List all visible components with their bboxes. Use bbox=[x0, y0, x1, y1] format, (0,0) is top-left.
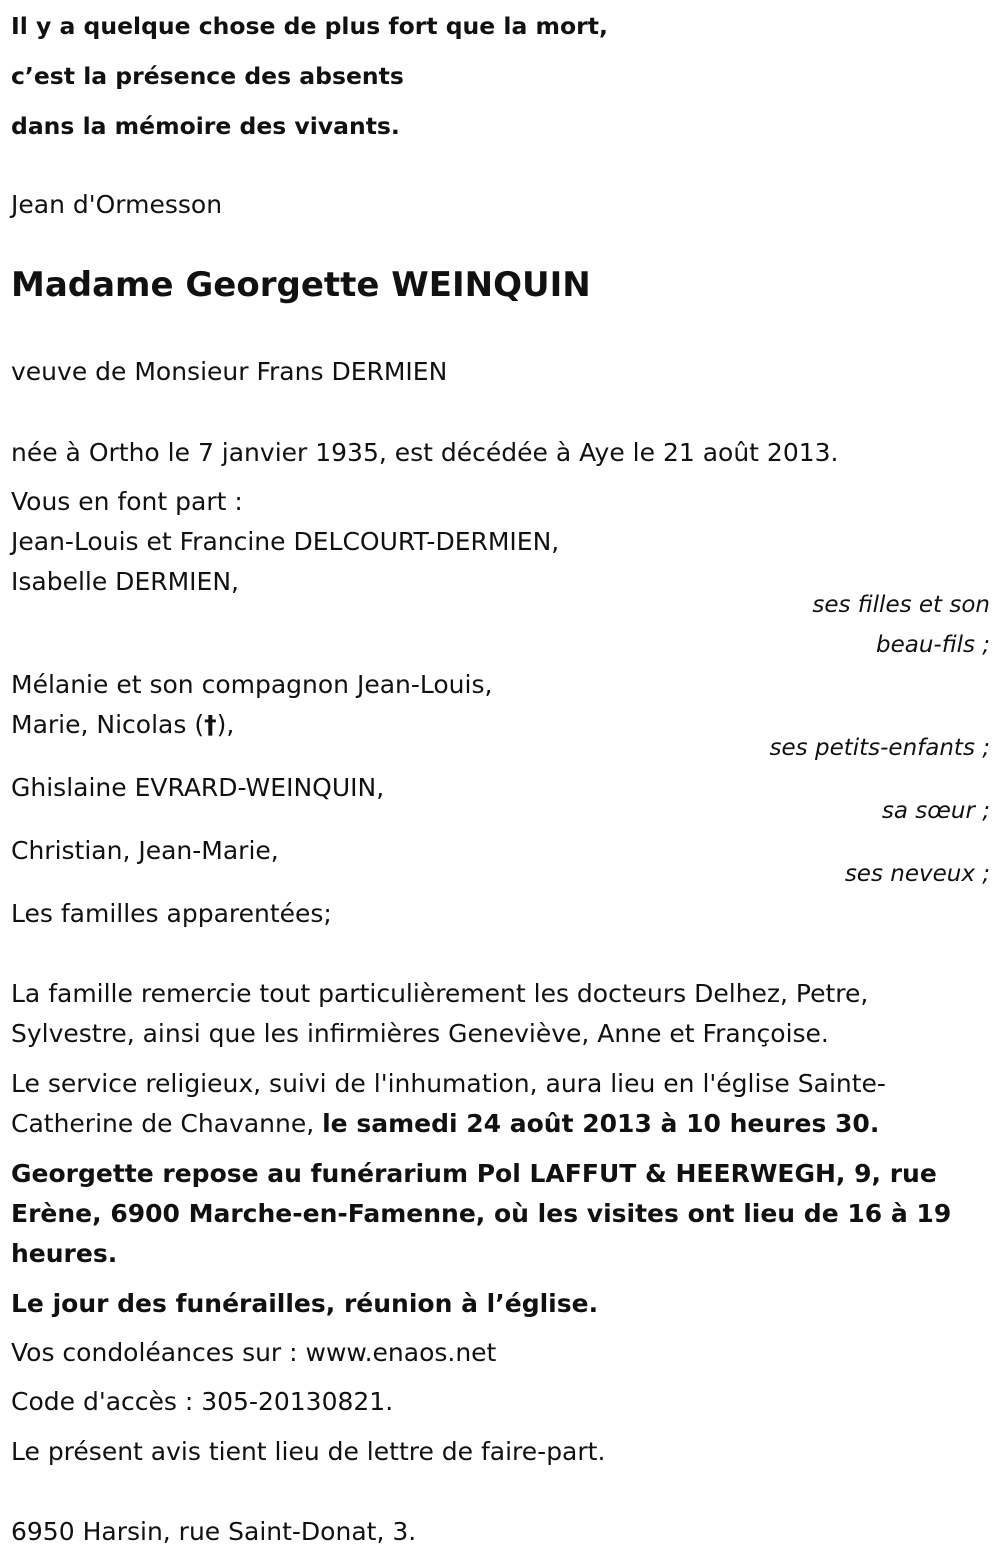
thanks-line-2: Sylvestre, ainsi que les infirmières Geneviève, Anne et Françoise. bbox=[11, 1019, 829, 1048]
quote-line-1: Il y a quelque chose de plus fort que la mort, bbox=[11, 12, 608, 40]
quote-line-3: dans la mémoire des vivants. bbox=[11, 112, 400, 140]
announcer-name-with-cross: Marie, Nicolas (†), bbox=[11, 710, 235, 739]
thanks-line-1: La famille remercie tout particulièrement les docteurs Delhez, Petre, bbox=[11, 979, 869, 1008]
service-line-1: Le service religieux, suivi de l'inhumation, aura lieu en l'église Sainte- bbox=[11, 1069, 886, 1098]
announcer-name: Ghislaine EVRARD-WEINQUIN, bbox=[11, 773, 385, 802]
deceased-name: Madame Georgette WEINQUIN bbox=[11, 265, 591, 305]
meeting-note: Le jour des funérailles, réunion à l’église. bbox=[11, 1289, 599, 1318]
announcer-name: Mélanie et son compagnon Jean-Louis, bbox=[11, 670, 493, 699]
service-date: le samedi 24 août 2013 à 10 heures 30. bbox=[322, 1109, 880, 1138]
announcer-name: Christian, Jean-Marie, bbox=[11, 836, 279, 865]
service-line-2: Catherine de Chavanne, le samedi 24 août 2013 à 10 heures 30. bbox=[11, 1109, 880, 1138]
relation-label: ses filles et son bbox=[812, 592, 990, 618]
widow-of: veuve de Monsieur Frans DERMIEN bbox=[11, 357, 448, 386]
quote-author: Jean d'Ormesson bbox=[11, 190, 223, 219]
announcers-intro: Vous en font part : bbox=[11, 487, 243, 516]
cross-icon: † bbox=[204, 710, 217, 739]
funeral-home-line-1: Georgette repose au funérarium Pol LAFFUT & HEERWEGH, 9, rue bbox=[11, 1159, 937, 1188]
access-code: Code d'accès : 305-20130821. bbox=[11, 1387, 394, 1416]
condolences-link[interactable]: Vos condoléances sur : www.enaos.net bbox=[11, 1338, 497, 1367]
announcer-name: Isabelle DERMIEN, bbox=[11, 567, 239, 596]
funeral-home-line-3: heures. bbox=[11, 1239, 118, 1268]
family-address: 6950 Harsin, rue Saint-Donat, 3. bbox=[11, 1517, 417, 1546]
announcer-name: Jean-Louis et Francine DELCOURT-DERMIEN, bbox=[11, 527, 560, 556]
related-families: Les familles apparentées; bbox=[11, 899, 332, 928]
birth-death: née à Ortho le 7 janvier 1935, est décédée à Aye le 21 août 2013. bbox=[11, 438, 839, 467]
quote-line-2: c’est la présence des absents bbox=[11, 62, 404, 90]
relation-label: ses petits-enfants ; bbox=[769, 735, 990, 761]
relation-label: beau-fils ; bbox=[875, 632, 990, 658]
relation-label: sa sœur ; bbox=[881, 798, 990, 824]
relation-label: ses neveux ; bbox=[844, 861, 990, 887]
notice-text: Le présent avis tient lieu de lettre de faire-part. bbox=[11, 1437, 606, 1466]
funeral-home-line-2: Erène, 6900 Marche-en-Famenne, où les visites ont lieu de 16 à 19 bbox=[11, 1199, 952, 1228]
